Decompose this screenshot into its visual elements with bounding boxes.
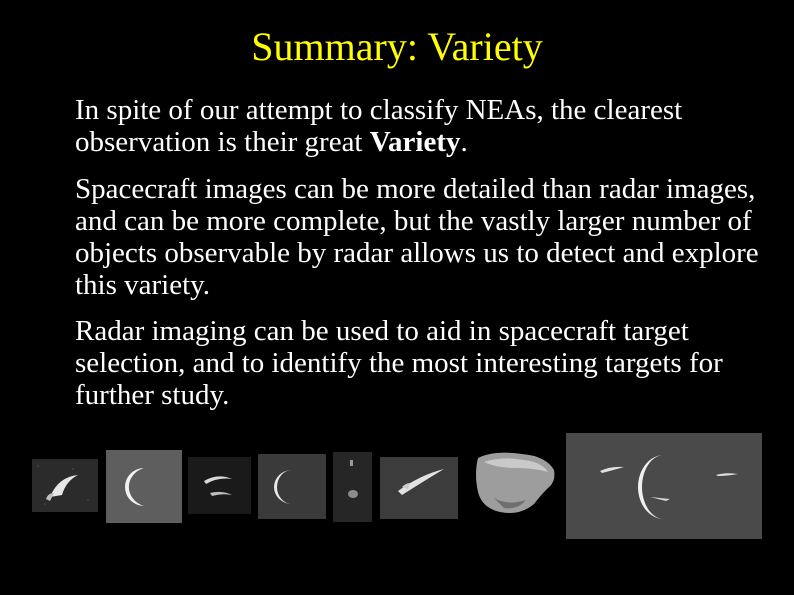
radar-image-binary-system (566, 433, 762, 539)
slide-title: Summary: Variety (251, 24, 543, 69)
radar-image-blob-faint (333, 452, 372, 522)
paragraph-radar-target-selection: Radar imaging can be used to aid in spacecraft target selection, and to identify the most interesting targets for further study. (75, 315, 723, 411)
radar-image-crescent-bright (106, 450, 182, 523)
paragraph-spacecraft-vs-radar: Spacecraft images can be more detailed than radar images, and can be more complete, but the vastly larger number of objects observable by radar allows us to detect and explore this variety. (75, 173, 759, 301)
paragraph-variety (75, 94, 765, 158)
radar-image-crescent-medium (258, 454, 326, 519)
paragraph-variety-period: . (460, 126, 468, 158)
variety-emphasis: Variety (369, 126, 461, 158)
spacecraft-image-asteroid-shape (464, 448, 559, 524)
radar-image-arc-faint (188, 457, 251, 514)
radar-image-crescent-small (32, 459, 98, 512)
radar-image-diagonal-arc (380, 457, 458, 519)
paragraph-variety-text: In spite of our attempt to classify NEAs, the clearest observation is their great (75, 94, 683, 158)
